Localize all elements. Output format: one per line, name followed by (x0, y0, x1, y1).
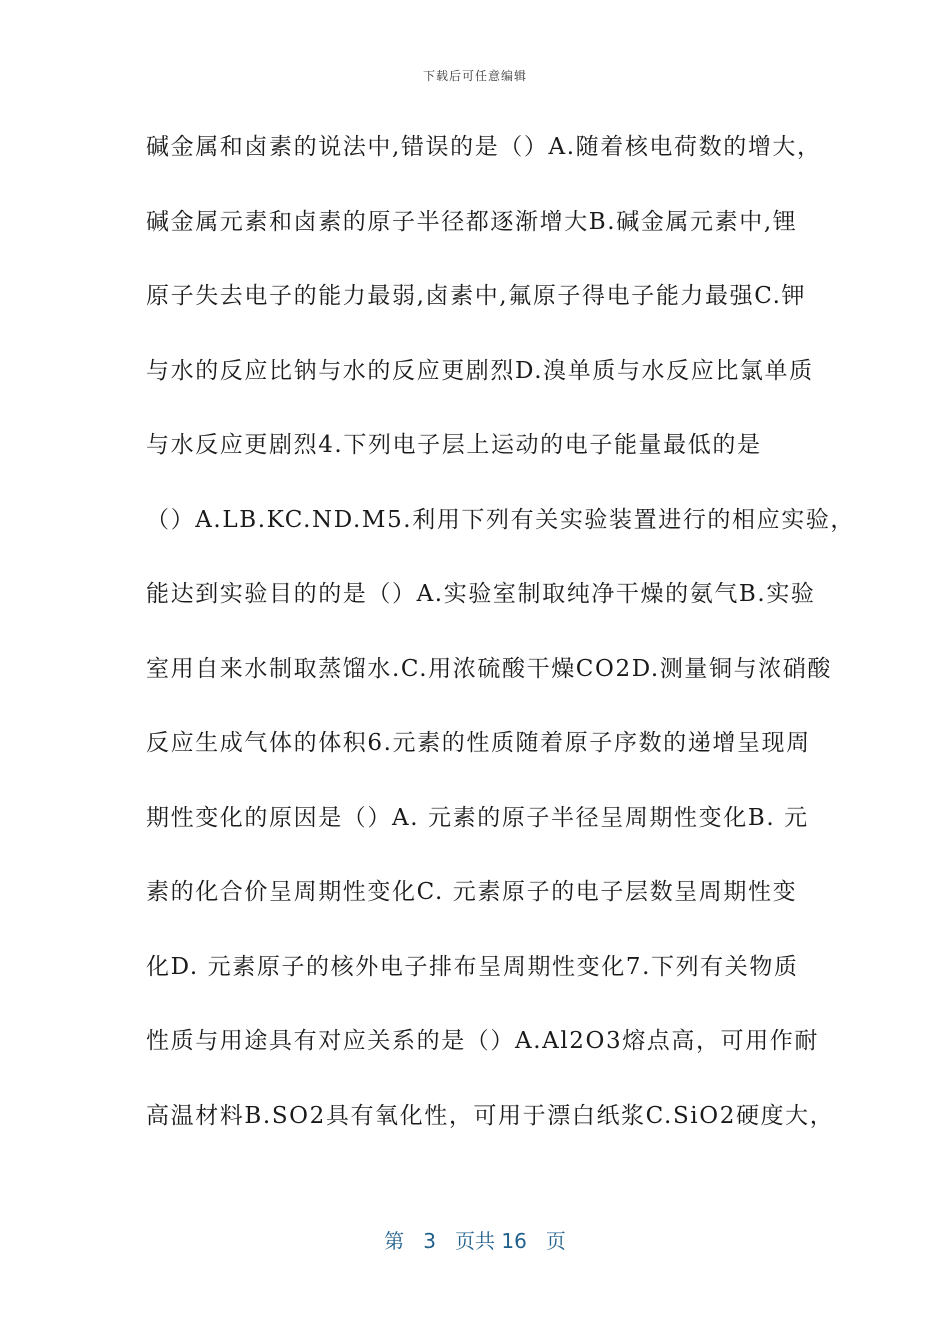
text-line: 与水反应更剧烈4.下列电子层上运动的电子能量最低的是 (146, 432, 762, 458)
header-note: 下载后可任意编辑 (422, 69, 527, 83)
text-line: 能达到实验目的的是（）A.实验室制取纯净干燥的氨气B.实验 (146, 581, 816, 607)
text-line: 碱金属元素和卤素的原子半径都逐渐增大B.碱金属元素中,锂 (146, 208, 798, 235)
page-prefix: 第 (384, 1229, 405, 1253)
text-line: 反应生成气体的体积6.元素的性质随着原子序数的递增呈现周 (146, 730, 811, 756)
page-middle: 页共 (455, 1229, 495, 1253)
body-text (146, 122, 856, 1165)
text-line: 素的化合价呈周期性变化C. 元素原子的电子层数呈周期性变 (146, 879, 798, 905)
page-footer (0, 1225, 950, 1254)
text-line: （）A.LB.KC.ND.M5.利用下列有关实验装置进行的相应实验， (146, 506, 856, 533)
text-line: 与水的反应比钠与水的反应更剧烈D.溴单质与水反应比氯单质 (146, 357, 814, 384)
text-line: 室用自来水制取蒸馏水.C.用浓硫酸干燥CO2D.测量铜与浓硝酸 (146, 655, 833, 682)
text-line: 碱金属和卤素的说法中,错误的是（）A.随着核电荷数的增大， (146, 134, 822, 160)
text-line: 高温材料B.SO2具有氧化性，可用于漂白纸浆C.SiO2硬度大， (146, 1102, 835, 1129)
text-line: 性质与用途具有对应关系的是（）A.Al2O3熔点高，可用作耐 (146, 1028, 820, 1054)
text-line: 原子失去电子的能力最弱,卤素中,氟原子得电子能力最强C.钾 (146, 283, 807, 309)
page-suffix: 页 (545, 1229, 566, 1253)
text-line: 期性变化的原因是（）A. 元素的原子半径呈周期性变化B. 元 (146, 804, 809, 831)
text-line: 化D. 元素原子的核外电子排布呈周期性变化7.下列有关物质 (146, 953, 799, 980)
page-number: 3 (423, 1229, 436, 1253)
page-total: 16 (501, 1229, 527, 1253)
